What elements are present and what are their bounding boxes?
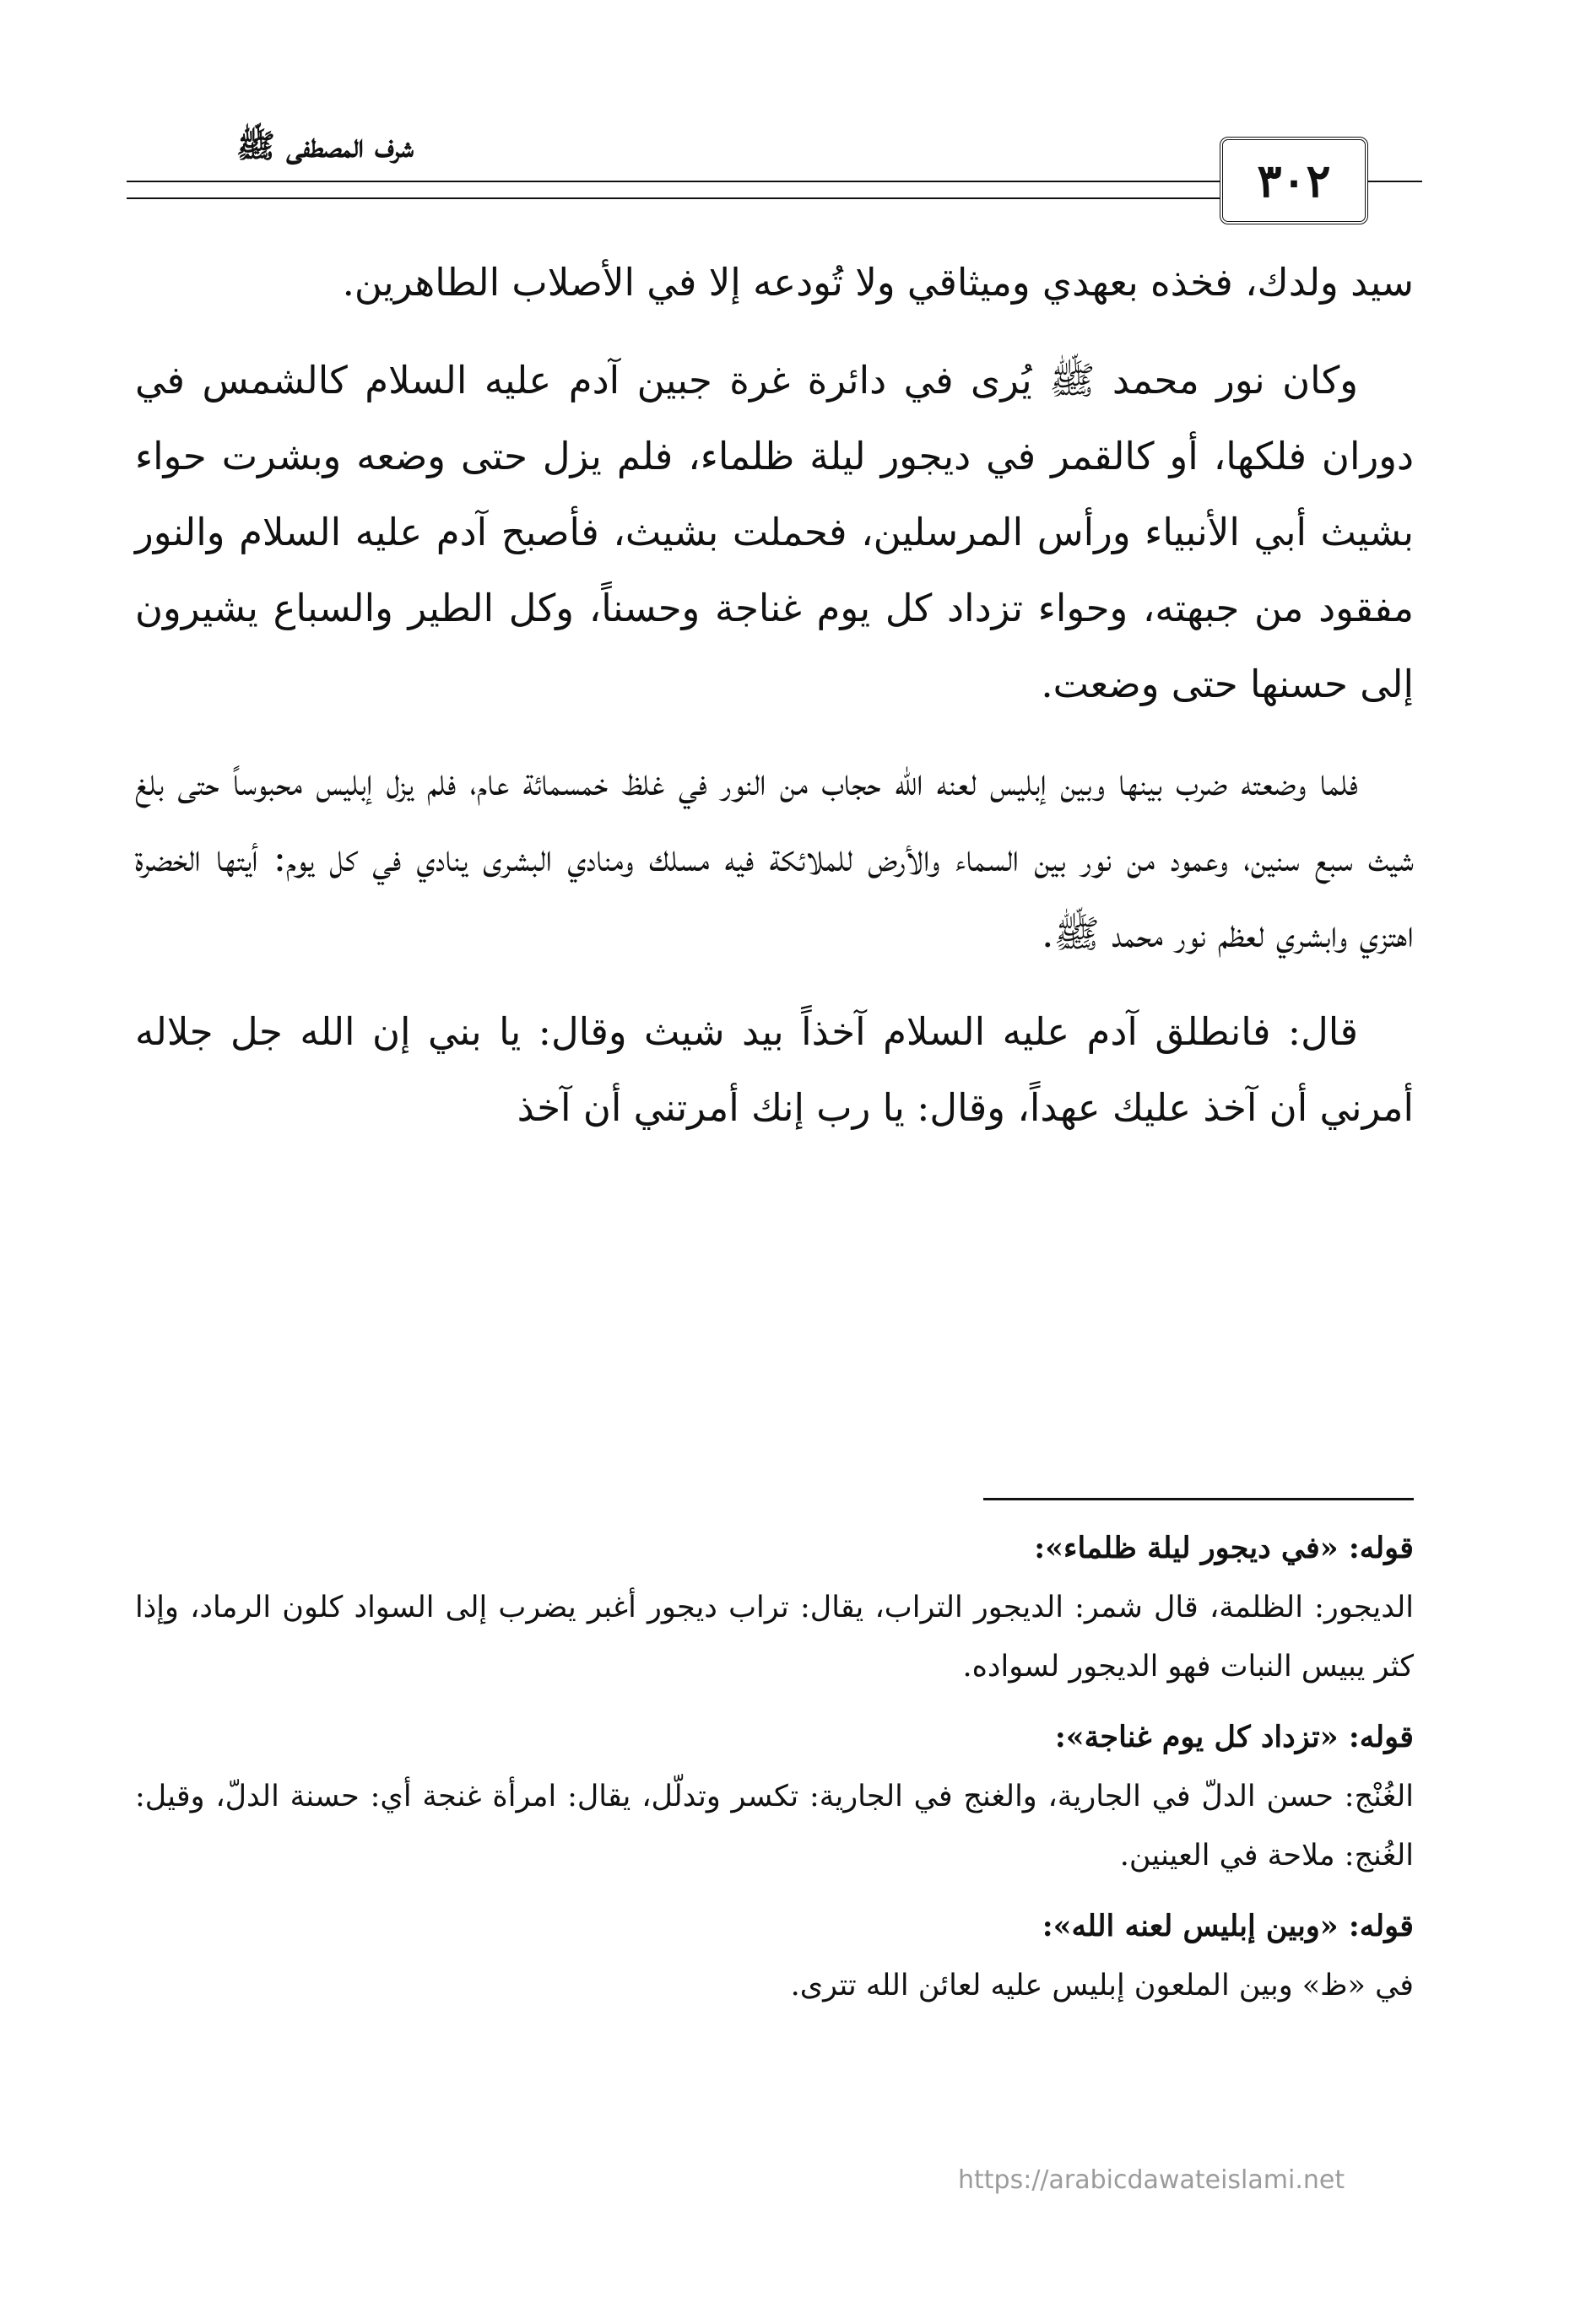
running-header-title: شرف المصطفى ﷺ [236, 127, 414, 165]
paragraph-1: سيد ولدك، فخذه بعهدي وميثاقي ولا تُودعه إلا في الأصلاب الطاهرين. [342, 260, 1414, 305]
paragraph-4: قال: فانطلق آدم عليه السلام آخذاً بيد شيث وقال: يا بني إن الله جل جلاله أمرني أن آخذ عليك عهداً، وقال: يا رب إنك أمرتني أن آخذ [135, 1009, 1414, 1130]
footnote-3 [135, 1897, 1414, 2015]
footnotes [135, 1519, 1414, 2027]
page-number: ٣٠٢ [1257, 154, 1331, 208]
paragraph-2: وكان نور محمد ﷺ يُرى في دائرة غرة جبين آدم عليه السلام كالشمس في دوران فلكها، أو كالقمر في ديجور ليلة ظلماء، فلم يزل حتى وضعه وبشرت حواء بشيث أبي الأنبياء ورأس المرسلين، فحملت بشيث، فأصبح آدم عليه السلام والنور مفقود من جبهته، وحواء تزداد كل يوم غناجة وحسناً، وكل الطير والسباع يشيرون إلى حسنها حتى وضعت. [135, 358, 1414, 706]
footnote-heading: قوله: «وبين إبليس لعنه الله»: [1042, 1909, 1414, 1943]
watermark-url: https://arabicdawateislami.net [958, 2165, 1345, 2195]
footnote-text: الغُنْج: حسن الدلّ في الجارية، والغنج في الجارية: تكسر وتدلّل، يقال: امرأة غنجة أي: حسنة الدلّ، وقيل: الغُنج: ملاحة في العينين. [135, 1780, 1414, 1873]
main-text [135, 245, 1414, 1168]
footnote-text: الديجور: الظلمة، قال شمر: الديجور التراب، يقال: تراب ديجور أغبر يضرب إلى السواد كلون الرماد، وإذا كثر يبيس النبات فهو الديجور لسواده. [135, 1591, 1414, 1684]
footnote-text: في «ظ» وبين الملعون إبليس عليه لعائن الله تترى. [790, 1969, 1414, 2002]
footnote-heading: قوله: «في ديجور ليلة ظلماء»: [1034, 1531, 1414, 1565]
footnote-2 [135, 1708, 1414, 1885]
page-number-box [1220, 137, 1368, 224]
footnote-1 [135, 1519, 1414, 1696]
footnote-separator [983, 1498, 1414, 1500]
header-rule [127, 181, 1220, 182]
footnote-heading: قوله: «تزداد كل يوم غناجة»: [1054, 1720, 1414, 1754]
paragraph-3: فلما وضعته ضرب بينها وبين إبليس لعنه الله حجاب من النور في غلظ خمسمائة عام، فلم يزل إبليس محبوساً حتى بلغ شيث سبع سنين، وعمود من نور بين السماء والأرض للملائكة فيه مسلك ومنادي البشرى ينادي في كل يوم: أيتها الخضرة اهتزي وابشري لعظم نور محمد ﷺ. [135, 759, 1414, 956]
header-rule-lower [127, 197, 1220, 199]
